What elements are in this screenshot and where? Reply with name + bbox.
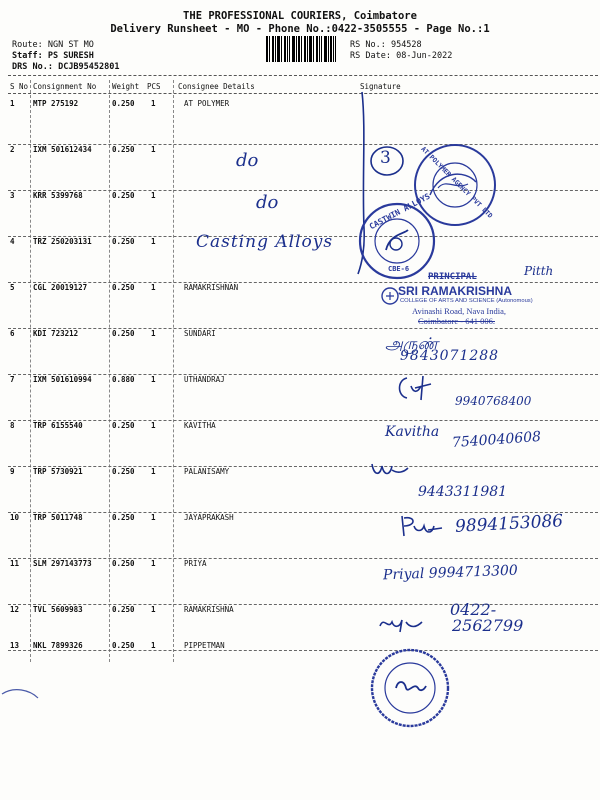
signature-row10-icon [398,512,448,540]
college-stamp-line2: Avinashi Road, Nava India, [412,306,507,316]
row-consignment: KDI 723212 [33,329,79,338]
row-consignment: TRP 5011748 [33,513,83,522]
row-consignment: NKL 7899326 [33,641,83,650]
college-stamp-line3: Coimbatore - 641 006. [418,316,495,326]
handwritten-do-row3: do [256,192,279,213]
table-row [8,641,598,687]
runsheet-subtitle: Delivery Runsheet - MO - Phone No.:0422-3505555 - Page No.:1 [110,23,490,35]
row-consignee: PIPPETMAN [184,641,225,650]
row-weight: 0.250 [112,191,135,200]
row-weight: 0.250 [112,641,135,650]
row-weight: 0.250 [112,329,135,338]
row-consignment: KRR 5399768 [33,191,83,200]
table-row [8,99,598,145]
row-consignee: KAVITHA [184,421,216,430]
row-pcs: 1 [151,467,156,476]
pen-mark-icon [0,680,60,710]
college-stamp-struck: PRINCIPAL [428,272,477,282]
route-value: NGN ST MO [47,40,94,50]
row-sno: 5 [10,283,15,292]
row-sno: 1 [10,99,15,108]
castwin-stamp-text: CASTWIN ALLOYS [367,191,432,232]
route-line [12,40,94,50]
row-sno: 12 [10,605,20,614]
handwritten-phone-row7: 9940768400 [455,394,532,408]
rs-no-line [350,40,422,50]
row-consignment: IXM 501610994 [33,375,92,384]
row-pcs: 1 [151,145,156,154]
table-row [8,467,598,513]
rs-date-label: RS Date: [350,51,391,61]
column-header-divider [8,93,598,94]
polymer-stamp-text: AT POLYMER AGENCY PVT LTD [419,145,495,220]
row-pcs: 1 [151,559,156,568]
row-consignee: PRIYA [184,559,207,568]
handwritten-phone2-row12: 2562799 [452,616,524,635]
row-sno: 9 [10,467,15,476]
row-consignment: TRP 5730921 [33,467,83,476]
row-sno: 7 [10,375,15,384]
row-weight: 0.250 [112,145,135,154]
row-consignment: TVL 5609983 [33,605,83,614]
rs-date-line [350,51,452,61]
route-label: Route: [12,40,43,50]
row-weight: 0.250 [112,283,135,292]
handwritten-do-row2: do [236,150,259,171]
row-pcs: 1 [151,375,156,384]
row-weight: 0.880 [112,375,135,384]
row-weight: 0.250 [112,559,135,568]
row-consignee: RAMAKRISHNAN [184,283,239,292]
signature-row9-icon [370,458,410,480]
castwin-stamp-sub: CBE-6 [388,265,410,273]
row-sno: 6 [10,329,15,338]
barcode-image [266,36,336,62]
row-weight: 0.250 [112,99,135,108]
col-pcs: PCS [147,82,161,91]
college-signature: Pitth [524,264,554,278]
row-weight: 0.250 [112,605,135,614]
row-weight: 0.250 [112,467,135,476]
row-consignment: MTP 275192 [33,99,79,108]
handwritten-name-row6: அருண் [385,334,438,353]
handwritten-name-row8: Kavitha [385,424,440,440]
row-pcs: 1 [151,421,156,430]
row-sno: 3 [10,191,15,200]
col-sno: S No [10,82,29,91]
signature-row7-icon [395,372,445,402]
row-consignee: JAYAPRAKASH [184,513,234,522]
table-row [8,145,598,191]
row-consignment: TRP 6155540 [33,421,83,430]
row-pcs: 1 [151,237,156,246]
col-signature: Signature [360,82,401,91]
staff-line [12,51,94,61]
row-consignment: CGL 20019127 [33,283,88,292]
row-sno: 4 [10,237,15,246]
table-row [8,329,598,375]
col-consignment: Consignment No [33,82,97,91]
rs-no-label: RS No.: [350,40,386,50]
college-logo-icon [380,286,400,306]
drs-label: DRS No.: [12,62,53,72]
row-pcs: 1 [151,641,156,650]
row-consignee: UTHANDRAJ [184,375,225,384]
handwritten-phone-row8: 7540040608 [451,428,542,452]
college-stamp-name: SRI RAMAKRISHNA [398,284,512,298]
rs-no-value: 954528 [390,40,422,50]
handwritten-phone-row9: 9443311981 [418,484,508,500]
row-weight: 0.250 [112,421,135,430]
handwritten-casting-alloys: Casting Alloys [196,232,334,252]
table-row [8,191,598,237]
handwritten-phone1-row12: 0422- [450,600,497,619]
company-title: THE PROFESSIONAL COURIERS, Coimbatore [183,10,417,22]
row-consignee: RAMAKRISHNA [184,605,234,614]
row-consignee: AT POLYMER [184,99,230,108]
row-sno: 8 [10,421,15,430]
row-consignment: TRZ 250203131 [33,237,92,246]
row-consignee: SUNDARI [184,329,216,338]
col-weight: Weight [112,82,140,91]
signature-row12-icon [378,612,428,634]
row-sno: 10 [10,513,20,522]
staff-value: PS SURESH [47,51,94,61]
rs-date-value: 08-Jun-2022 [396,51,453,61]
row-pcs: 1 [151,329,156,338]
handwritten-row11: Priyal 9994713300 [382,562,519,584]
handwritten-phone-row10: 9894153086 [454,511,564,537]
bottom-round-stamp-icon [368,646,452,730]
row-pcs: 1 [151,513,156,522]
row-consignment: IXM 501612434 [33,145,92,154]
row-consignment: SLM 297143773 [33,559,92,568]
staff-label: Staff: [12,51,43,61]
handwritten-phone-row6: 9843071288 [400,348,500,364]
row-sno: 11 [10,559,20,568]
header-divider [8,75,598,76]
row-sno: 2 [10,145,15,154]
row-weight: 0.250 [112,237,135,246]
row-pcs: 1 [151,605,156,614]
circled-number: 3 [380,148,391,168]
drs-value: DCJB95452801 [58,62,120,72]
drs-line [12,62,120,72]
college-stamp-line1: COLLEGE OF ARTS AND SCIENCE (Autonomous) [400,298,533,304]
col-consignee: Consignee Details [178,82,255,91]
row-sno: 13 [10,641,20,650]
row-pcs: 1 [151,283,156,292]
row-pcs: 1 [151,191,156,200]
row-weight: 0.250 [112,513,135,522]
row-pcs: 1 [151,99,156,108]
row-consignee: PALANISAMY [184,467,230,476]
